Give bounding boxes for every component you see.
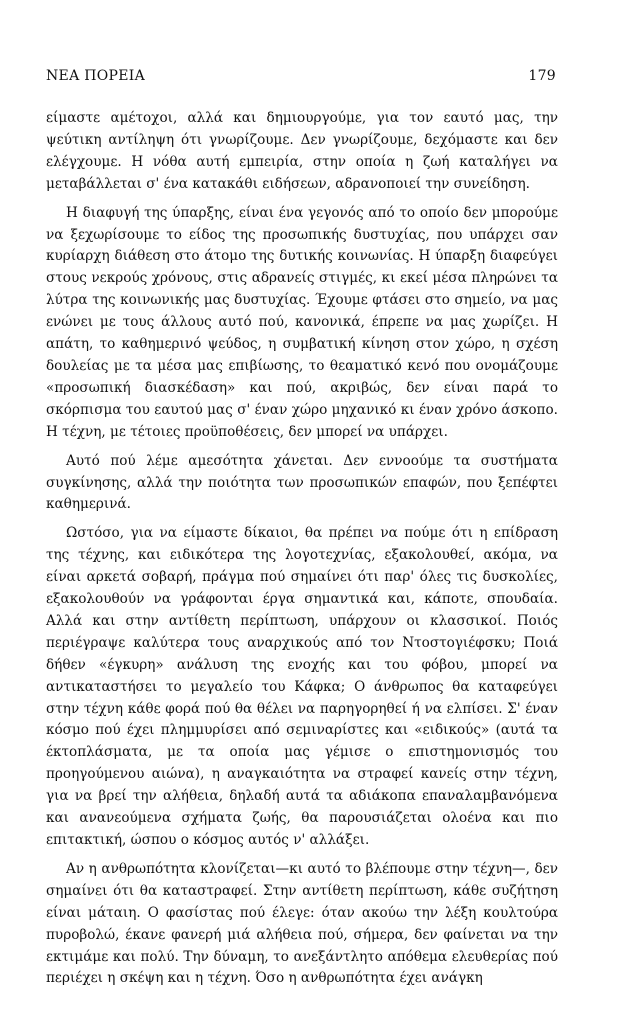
paragraph-3: Αυτό πού λέμε αμεσότητα χάνεται. Δεν εννοούμε τα συστήματα συγκίνησης, αλλά την ποιότητα των προσωπικών επαφών, που ξεπέφτει καθημερινά. — [46, 452, 558, 513]
journal-title: ΝΕΑ ΠΟΡΕΙΑ — [46, 68, 145, 84]
paragraph-5: Αν η ανθρωπότητα κλονίζεται—κι αυτό το βλέπουμε στην τέχνη—, δεν σημαίνει ότι θα καταστραφεί. Στην αντίθετη περίπτωση, κάθε συζήτηση είναι μάταιη. Ο φασίστας πού έλεγε: όταν ακούω την λέξη κουλτούρα πυροβολώ, έκανε φανερή μιά αλήθεια πού, σήμερα, δεν φαίνεται να την εκτιμάμε και πολύ. Την δύναμη, το ανεξάντλητο απόθεμα ελευθερίας πού περιέχει η σκέψη και η τέχνη. Όσο η ανθρωπότητα έχει ανάγκη — [46, 860, 558, 987]
page-number: 179 — [528, 68, 556, 84]
paragraph-1: είμαστε αμέτοχοι, αλλά και δημιουργούμε, για τον εαυτό μας, την ψεύτικη αντίληψη ότι γνωρίζουμε. Δεν γνωρίζουμε, δεχόμαστε και δεν ελέγχουμε. Η νόθα αυτή εμπειρία, στην οποία η ζωή καταλήγει να μεταβάλλεται σ' ένα κατακάθι ειδήσεων, αδρανοποιεί την συνείδηση. — [46, 110, 558, 192]
running-head — [46, 68, 556, 90]
paragraph-2: Η διαφυγή της ύπαρξης, είναι ένα γεγονός από το οποίο δεν μπορούμε να ξεχωρίσουμε το είδος της προσωπικής δυστυχίας, που υπάρχει σαν κυρίαρχη διάθεση στο άτομο της δυτικής κοινωνίας. Η ύπαρξη διαφεύγει στους νεκρούς χρόνους, στις αδρανείς στιγμές, κι εκεί μέσα πληρώνει τα λύτρα της κοινωνικής μας δυστυχίας. Έχουμε φτάσει στο σημείο, να μας ενώνει με τους άλλους αυτό πού, κανονικά, έπρεπε να μας χωρίζει. Η απάτη, το καθημερινό ψεύδος, η συμβατική κίνηση στον χώρο, η σχέση δουλείας με τα μέσα μας επιβίωσης, το θεαματικό κενό που ονομάζουμε «προσωπική διασκέδαση» και πού, ακριβώς, δεν είναι παρά το σκόρπισμα του εαυτού μας σ' έναν χώρο μηχανικό κι έναν χρόνο άσκοπο. Η τέχνη, με τέτοιες προϋποθέσεις, δεν μπορεί να υπάρχει. — [46, 204, 558, 440]
paragraph-4: Ωστόσο, για να είμαστε δίκαιοι, θα πρέπει να πούμε ότι η επίδραση της τέχνης, και ειδικότερα της λογοτεχνίας, εξακολουθεί, ακόμα, να είναι αρκετά σοβαρή, πράγμα πού σημαίνει ότι παρ' όλες τις δυσκολίες, εξακολουθούν να γράφονται έργα σημαντικά και, κάποτε, σπουδαία. Αλλά και στην αντίθετη περίπτωση, υπάρχουν οι κλασσικοί. Ποιός περιέγραψε καλύτερα τους αναρχικούς από τον Ντοστογιέφσκυ; Ποιά δήθεν «έγκυρη» ανάλυση της ενοχής και του φόβου, μπορεί να αντικαταστήσει το μεγαλείο του Κάφκα; Ο άνθρωπος θα καταφεύγει στην τέχνη κάθε φορά πού θα θέλει να παρηγορηθεί ή να ελπίσει. Σ' έναν κόσμο πού έχει πλημμυρίσει από σεμιναρίστες και «ειδικούς» (αυτά τα έκτοπλάσματα, με τα οποία μας γέμισε ο επιστημονισμός του προηγούμενου αιώνα), η αναγκαιότητα να στραφεί κανείς στην τέχνη, για να βρεί την αλήθεια, δηλαδή αυτά τα αδιάκοπα επαναλαμβανόμενα και ανανεούμενα σχήματα ζωής, θα παρουσιάζεται ολοένα και πιο επιτακτική, ώσπου ο κόσμος αυτός ν' αλλάξει. — [46, 525, 558, 848]
body-text — [46, 108, 558, 997]
